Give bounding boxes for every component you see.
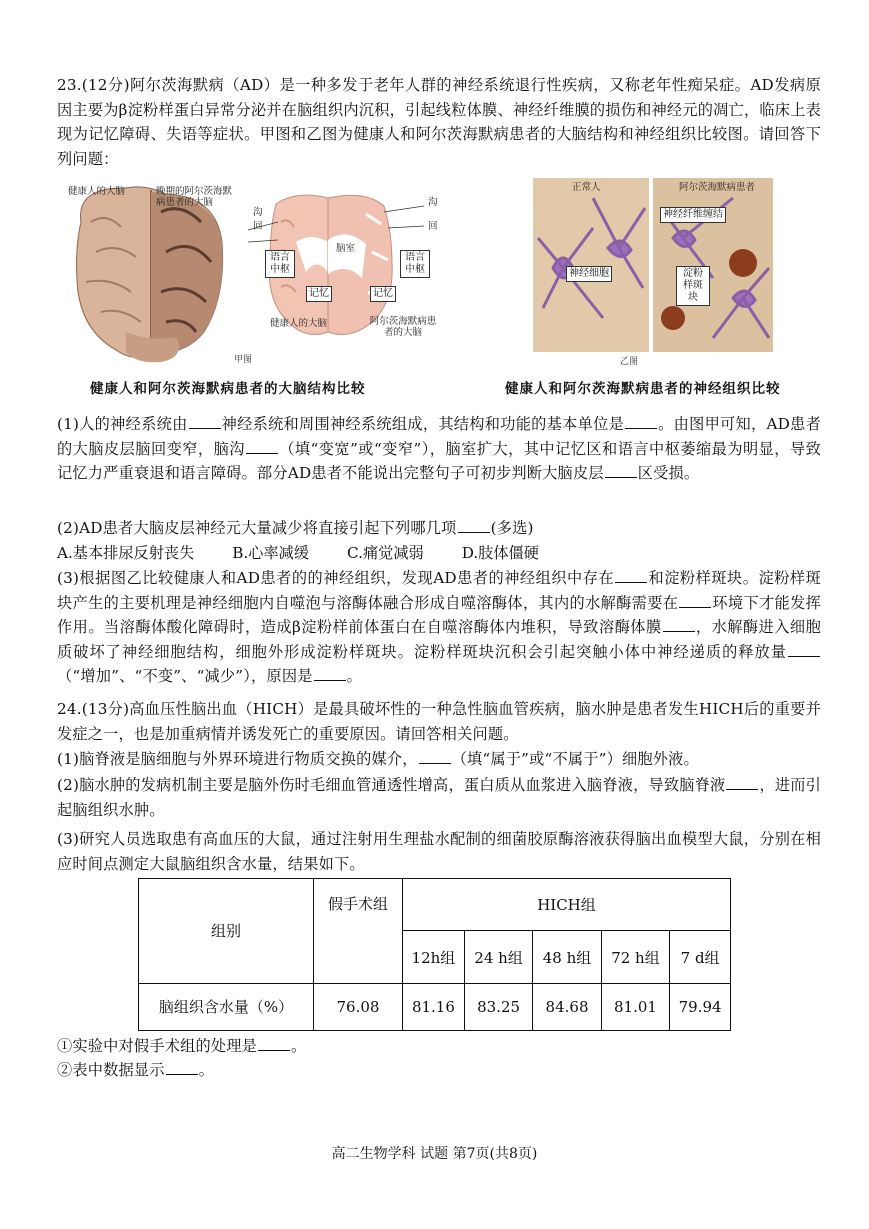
table-cell: 84.68 [533, 983, 601, 1030]
label-late-ad-brain: 晚期的阿尔茨海默病患者的大脑 [156, 186, 233, 208]
figure-neural-tissue [533, 178, 773, 352]
coronal-ad [328, 195, 392, 334]
answer-blank[interactable] [189, 414, 221, 429]
answer-blank[interactable] [615, 568, 647, 583]
table-cell: 81.16 [403, 983, 465, 1030]
water-content-table [138, 878, 731, 1031]
label-gyrus-right: 回 [428, 221, 438, 232]
label-neuron: 神经细胞 [566, 266, 612, 282]
table-subheader: 72 h组 [601, 931, 669, 983]
label-ad-brain: 阿尔茨海默病患者的大脑 [369, 316, 437, 338]
figure-b-tag: 乙图 [620, 357, 639, 367]
q23-part2: (2)AD患者大脑皮层神经元大量减少将直接引起下列哪几项 (多选) [57, 519, 534, 537]
q23-part1: (1)人的神经系统由 神经系统和周围神经系统组成，其结构和功能的基本单位是 。由图甲可知，AD患者的大脑皮层脑回变窄，脑沟 （填“变宽”或“变窄”），脑室扩大，其中记忆区和语言中枢萎缩最为明显，导致记忆力严重衰退和语言障碍。部分AD患者不能说出完整句子可初步判断大脑皮层 区受损。 [57, 415, 822, 483]
q24-intro: 24.(13分)高血压性脑出血（HICH）是最具破坏性的一种急性脑血管疾病，脑水肿是患者发生HICH后的重要并发症之一，也是加重病情并诱发死亡的重要原因。请回答相关问题。 [57, 700, 821, 743]
table-row-label: 脑组织含水量（%） [139, 983, 314, 1030]
table-header-sham: 假手术组 [314, 879, 403, 984]
figure-b-caption: 健康人和阿尔茨海默病患者的神经组织比较 [505, 381, 781, 397]
label-ad-patient: 阿尔茨海默病患者 [679, 182, 756, 193]
q24-part1: (1)脑脊液是脑细胞与外界环境进行物质交换的媒介， （填“属于”或“不属于”）细胞外液。 [57, 750, 699, 768]
table-subheader: 48 h组 [533, 931, 601, 983]
q24-question1: ①实验中对假手术组的处理是 。 [57, 1037, 307, 1055]
answer-blank[interactable] [458, 518, 490, 533]
label-healthy-brain-2: 健康人的大脑 [270, 318, 328, 329]
label-language-center-right: 语言中枢 [400, 250, 430, 278]
label-normal: 正常人 [572, 182, 601, 193]
label-sulcus-left: 沟 [253, 207, 263, 218]
label-memory-left: 记忆 [306, 286, 332, 302]
label-sulcus-right: 沟 [428, 197, 438, 208]
q23-intro: 23.(12分)阿尔茨海默病（AD）是一种多发于老年人群的神经系统退行性疾病，又称老年性痴呆症。AD发病原因主要为β淀粉样蛋白异常分泌并在脑组织内沉积，引起线粒体膜、神经纤维膜的损伤和神经元的凋亡，临床上表现为记忆障碍、失语等症状。甲图和乙图为健康人和阿尔茨海默病患者的大脑结构和神经组织比较图。请回答下列问题： [57, 76, 821, 168]
q24-question2: ②表中数据显示 。 [57, 1061, 215, 1079]
answer-blank[interactable] [166, 1060, 198, 1075]
q23-part2-options [57, 541, 577, 565]
option-d: D.肢体僵硬 [461, 544, 539, 562]
table-subheader: 12h组 [403, 931, 465, 983]
table-cell: 83.25 [464, 983, 532, 1030]
q24-part3: (3)研究人员选取患有高血压的大鼠，通过注射用生理盐水配制的细菌胶原酶溶液获得脑出血模型大鼠，分别在相应时间点测定大鼠脑组织含水量，结果如下。 [57, 830, 821, 873]
answer-blank[interactable] [726, 775, 758, 790]
answer-blank[interactable] [258, 1036, 290, 1051]
answer-blank[interactable] [788, 642, 820, 657]
table-header-group: 组别 [139, 879, 314, 984]
answer-blank[interactable] [663, 617, 695, 632]
table-cell: 81.01 [601, 983, 669, 1030]
label-tangle: 神经纤维缠结 [660, 207, 726, 223]
answer-blank[interactable] [625, 414, 657, 429]
table-row [139, 983, 731, 1030]
answer-blank[interactable] [246, 439, 278, 454]
q23-part3: (3)根据图乙比较健康人和AD患者的的神经组织，发现AD患者的神经组织中存在 和淀粉样斑块。淀粉样斑块产生的主要机理是神经细胞内自噬泡与溶酶体融合形成自噬溶酶体，其内的水解酶需要在 环境下才能发挥作用。当溶酶体酸化障碍时，造成β淀粉样前体蛋白在自噬溶酶体内堆积，导致溶酶体膜 ，水解酶进入细胞质破坏了神经细胞结构，细胞外形成淀粉样斑块。淀粉样斑块沉积会引起突触小体中神经递质的释放量（“增加”、“不变”、“减少”），原因是 。 [57, 569, 822, 686]
figure-a-caption: 健康人和阿尔茨海默病患者的大脑结构比较 [90, 381, 366, 397]
option-c: C.痛觉减弱 [347, 544, 424, 562]
answer-blank[interactable] [679, 593, 711, 608]
label-language-center-left: 语言中枢 [265, 250, 295, 278]
table-header-hich: HICH组 [403, 879, 731, 931]
table-subheader: 24 h组 [464, 931, 532, 983]
option-a: A.基本排尿反射丧失 [57, 544, 195, 562]
q24-part2: (2)脑水肿的发病机制主要是脑外伤时毛细血管通透性增高，蛋白质从血浆进入脑脊液，导致脑脊液 ，进而引起脑组织水肿。 [57, 776, 821, 819]
answer-blank[interactable] [314, 666, 346, 681]
label-memory-right: 记忆 [370, 286, 396, 302]
label-plaque: 淀粉样斑块 [676, 266, 710, 306]
table-subheader: 7 d组 [670, 931, 731, 983]
table-cell: 76.08 [314, 983, 403, 1030]
label-healthy-brain: 健康人的大脑 [68, 186, 126, 197]
label-gyrus-left: 回 [253, 221, 263, 232]
figure-a-tag: 甲图 [234, 355, 253, 365]
label-ventricle: 脑室 [336, 243, 356, 254]
page-footer: 高二生物学科 试题 第7页(共8页) [331, 1146, 538, 1162]
answer-blank[interactable] [605, 463, 637, 478]
table-cell: 79.94 [670, 983, 731, 1030]
answer-blank[interactable] [419, 749, 451, 764]
option-b: B.心率减缓 [232, 544, 310, 562]
brain-photo [77, 187, 223, 362]
